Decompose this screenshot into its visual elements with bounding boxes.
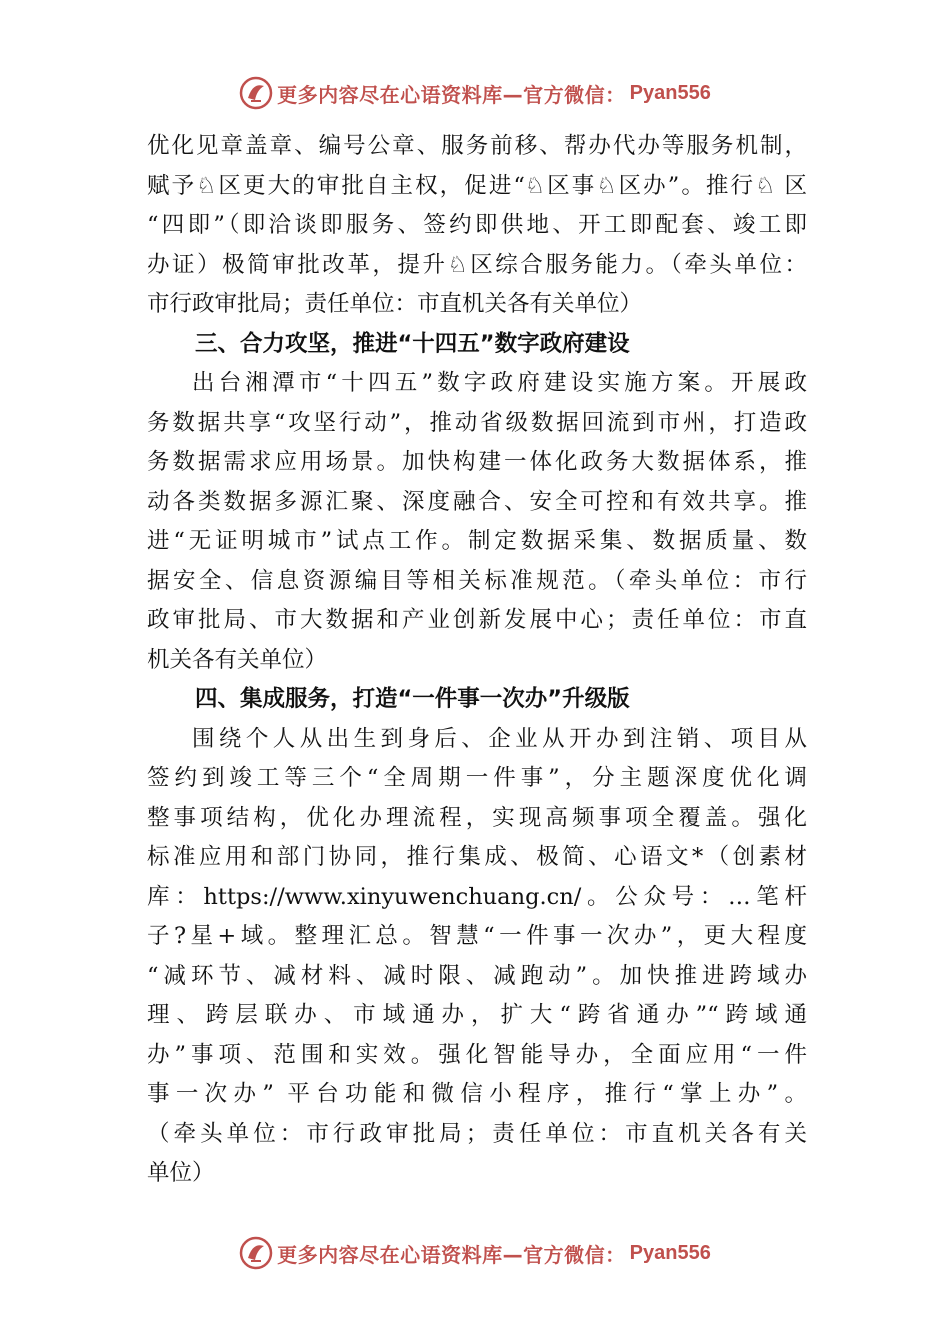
paragraph-line: 赋予♘区更大的审批自主权，促进“♘区事♘区办”。推行♘ 区 [147, 172, 807, 199]
paragraph-line: 单位） [147, 1160, 215, 1186]
banner-text: 更多内容尽在心语资料库—官方微信： [277, 82, 626, 107]
banner-text: 更多内容尽在心语资料库—官方微信： [277, 1242, 626, 1267]
paragraph-line: 标准应用和部门协同，推行集成、极简、心语文*（创素材 [147, 844, 807, 870]
paragraph-line: 政审批局、市大数据和产业创新发展中心；责任单位：市直 [147, 607, 807, 633]
paragraph-line: 签约到竣工等三个“全周期一件事”，分主题深度优化调 [147, 765, 807, 791]
document-body [147, 127, 807, 1194]
banner-wechat-id: Pyan556 [629, 81, 711, 104]
paragraph-line: 务数据共享“攻坚行动”，推动省级数据回流到市州，打造政 [147, 409, 807, 436]
footer-banner [0, 1233, 950, 1273]
paragraph-line: 动各类数据多源汇聚、深度融合、安全可控和有效共享。推 [147, 488, 807, 515]
paragraph-line: “减环节、减材料、减时限、减跑动”。加快推进跨域办 [147, 962, 807, 989]
paragraph-line: 理、跨层联办、市域通办，扩大“跨省通办”“跨域通 [147, 1002, 807, 1028]
paragraph-line: 库：https://www.xinyuwenchuang.cn/。公众号：…笔杆 [147, 883, 807, 910]
brand-logo-icon [239, 76, 273, 110]
paragraph-line: 务数据需求应用场景。加快构建一体化政务大数据体系，推 [147, 449, 807, 475]
paragraph-line: 子?星+域。整理汇总。智慧“一件事一次办”，更大程度 [147, 923, 807, 949]
paragraph-line: 办证）极简审批改革，提升♘区综合服务能力。（牵头单位： [147, 251, 807, 278]
paragraph-line: “四即”（即洽谈即服务、签约即供地、开工即配套、竣工即 [147, 212, 807, 238]
paragraph-line: 围绕个人从出生到身后、企业从开办到注销、项目从 [192, 725, 807, 752]
section-heading: 三、合力攻坚，推进“十四五”数字政府建设 [195, 330, 630, 357]
section-heading: 四、集成服务，打造“一件事一次办”升级版 [195, 686, 630, 712]
paragraph-line: 机关各有关单位） [147, 646, 328, 673]
paragraph-line: 优化见章盖章、编号公章、服务前移、帮办代办等服务机制， [147, 133, 807, 159]
paragraph-line: 据安全、信息资源编目等相关标准规范。（牵头单位：市行 [147, 567, 807, 594]
paragraph-line: （牵头单位：市行政审批局；责任单位：市直机关各有关 [147, 1120, 807, 1147]
paragraph-line: 出台湘潭市“十四五”数字政府建设实施方案。开展政 [192, 370, 807, 396]
banner-wechat-id: Pyan556 [629, 1241, 711, 1264]
paragraph-line: 整事项结构，优化办理流程，实现高频事项全覆盖。强化 [147, 804, 807, 831]
paragraph-line: 办”事项、范围和实效。强化智能导办，全面应用“一件 [147, 1041, 807, 1068]
paragraph-line: 进“无证明城市”试点工作。制定数据采集、数据质量、数 [147, 528, 807, 554]
header-banner [0, 73, 950, 113]
paragraph-line: 事一次办” 平台功能和微信小程序，推行“掌上办”。 [147, 1081, 807, 1107]
paragraph-line: 市行政审批局；责任单位：市直机关各有关单位） [147, 291, 643, 317]
brand-logo-icon [239, 1236, 273, 1270]
